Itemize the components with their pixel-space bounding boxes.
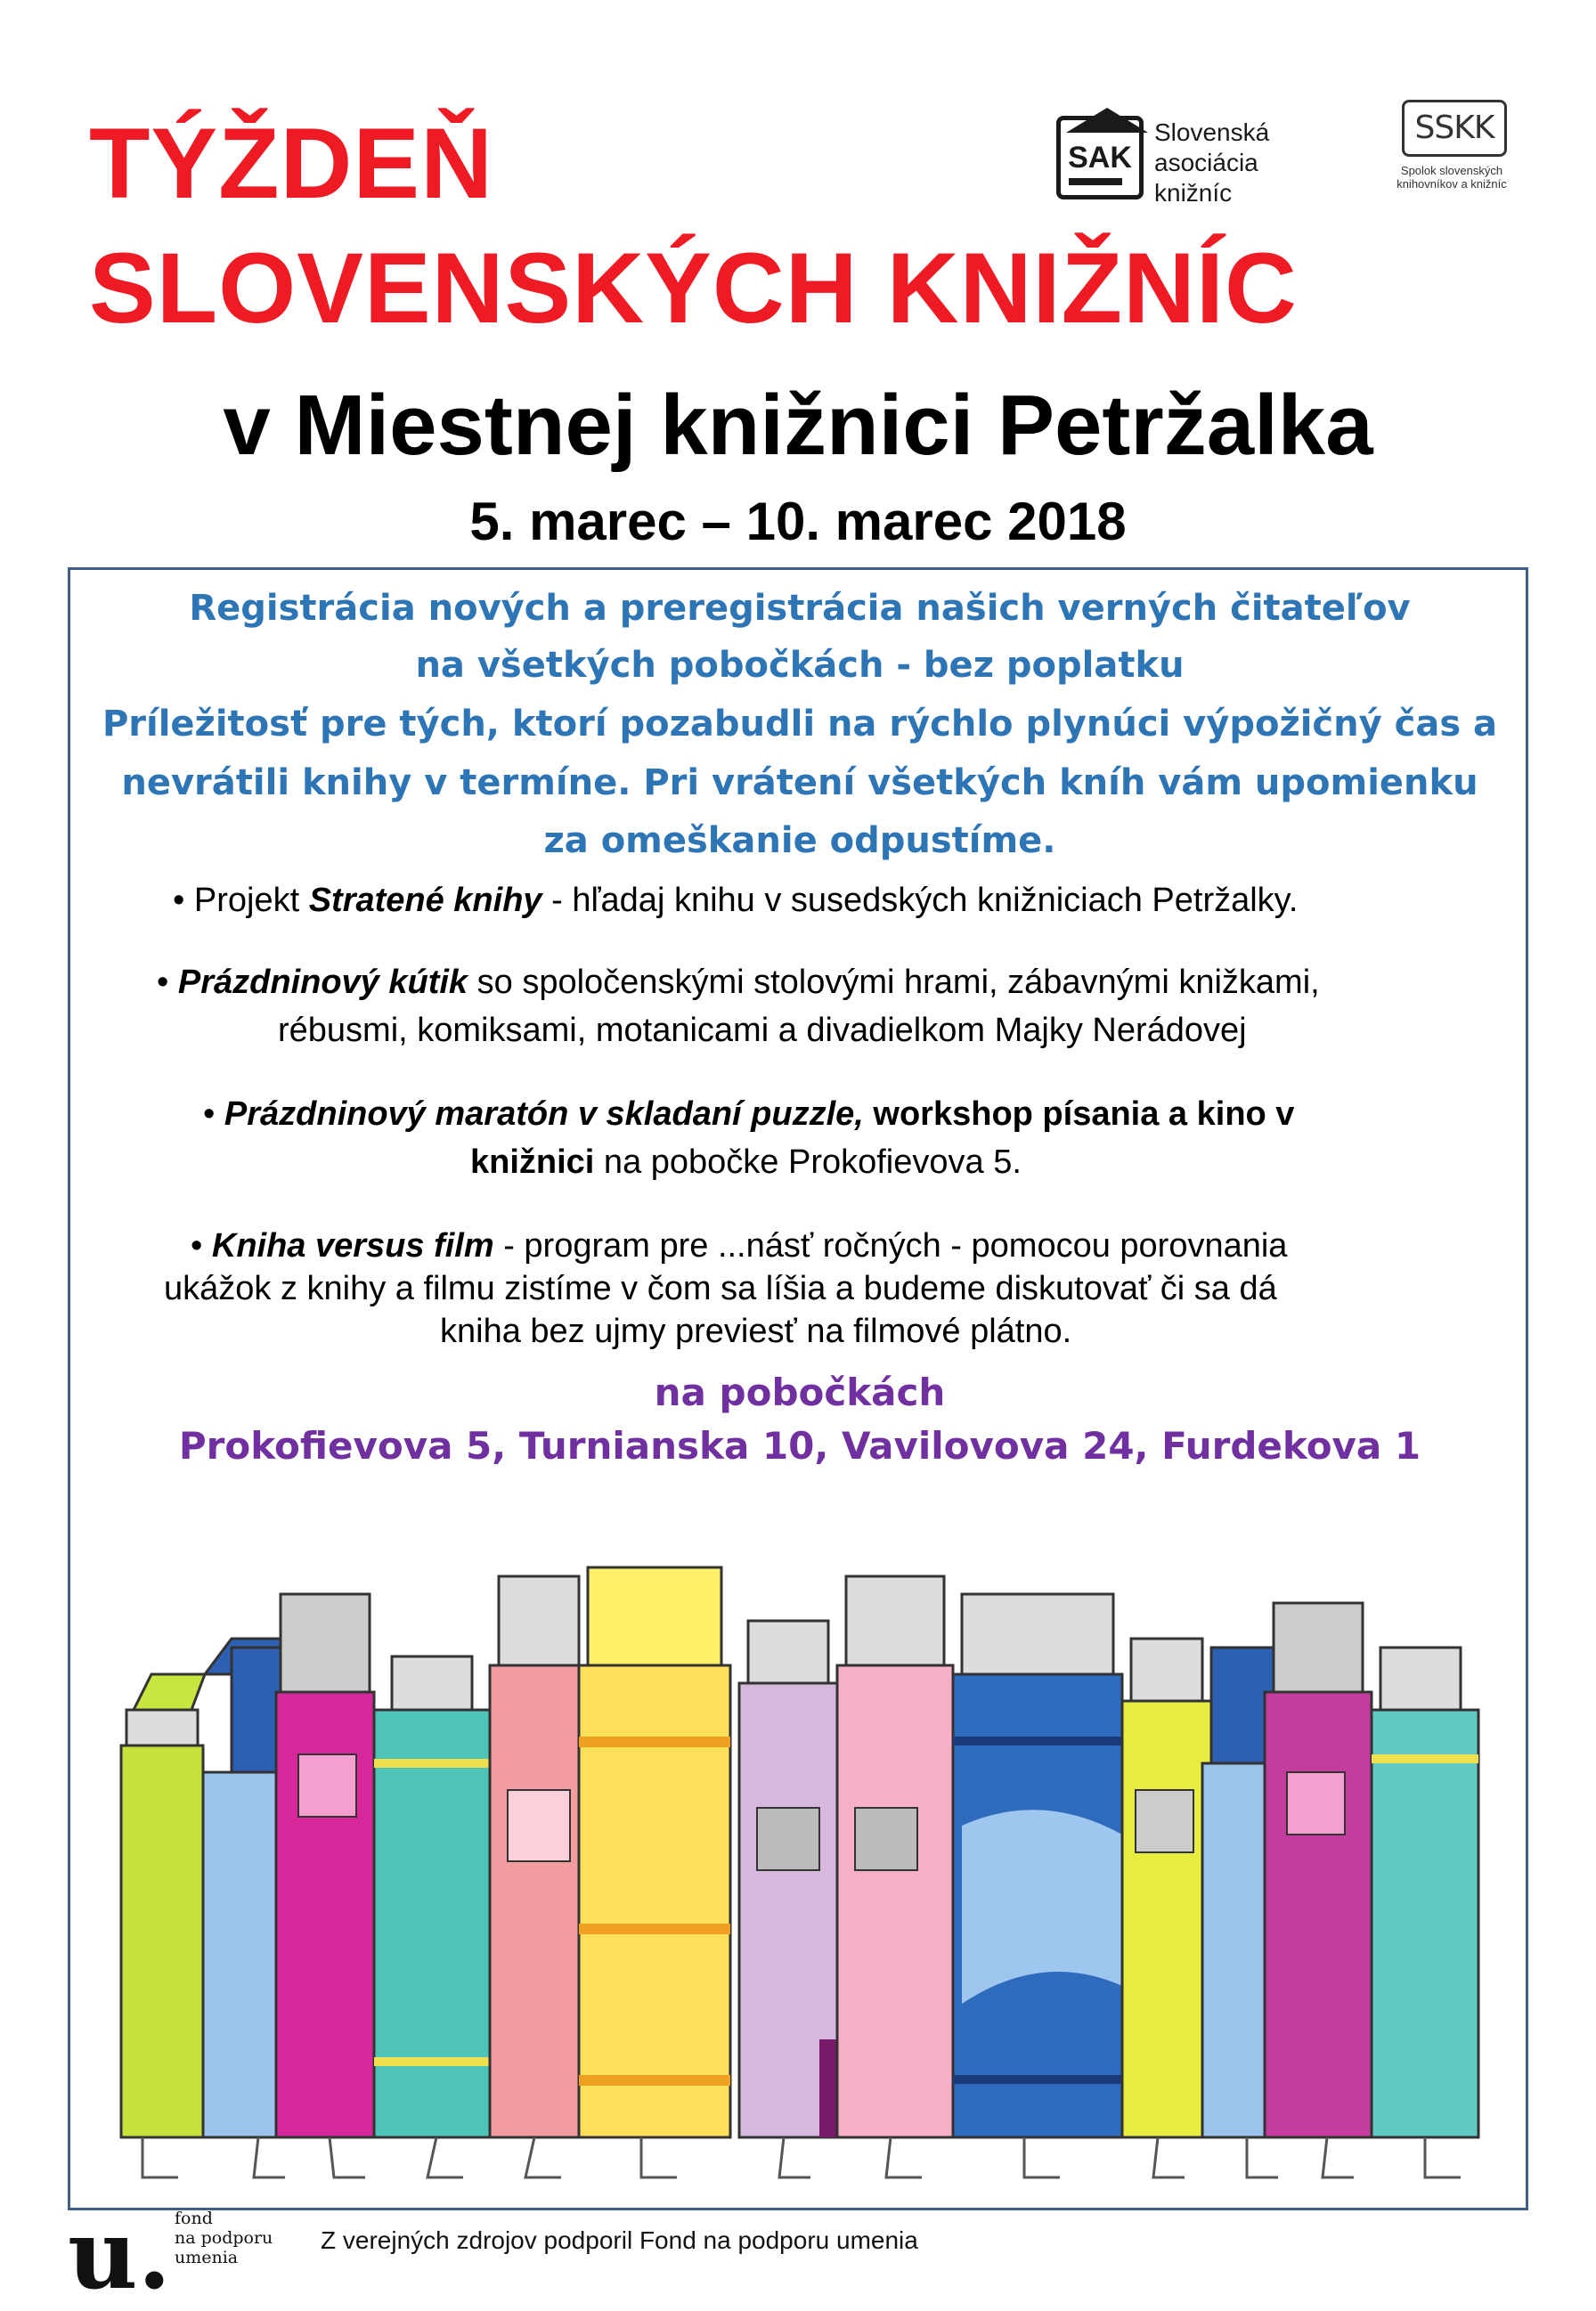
book-illustration-yellow	[579, 1567, 730, 2137]
book-illustration-teal	[374, 1656, 490, 2137]
sak-name-line: knižníc	[1154, 179, 1233, 207]
program-item-puzzle-marathon-line2	[470, 1142, 1022, 1183]
intro-line: Príležitosť pre tých, ktorí pozabudli na rýchlo plynúci výpožičný čas a	[102, 704, 1498, 745]
book-illustration-pink	[837, 1576, 953, 2137]
item-text: - hľadaj knihu v susedských knižniciach Petržalky.	[542, 882, 1299, 919]
title-line-1: TÝŽDEŇ	[89, 108, 493, 219]
book-illustration-aqua	[1372, 1648, 1478, 2137]
book-illustration-lilac	[739, 1621, 837, 2137]
program-item-book-vs-film-line3: kniha bez ujmy previesť na filmové plátno.	[440, 1313, 1072, 1350]
item-title: Prázdninový maratón v skladaní puzzle,	[224, 1095, 864, 1133]
sskk-mark: SSKK	[1402, 100, 1507, 157]
walking-legs	[142, 2137, 1461, 2177]
book-illustration-yellowgreen	[1122, 1639, 1211, 2137]
sskk-name-line: knihovníkov a knižníc	[1396, 177, 1507, 191]
fpu-logo-line: na podporu	[175, 2228, 273, 2248]
fpu-logo-line: umenia	[175, 2248, 239, 2267]
book-illustration-magenta	[276, 1594, 374, 2137]
intro-line: Registrácia nových a preregistrácia našich verných čitateľov	[189, 588, 1411, 629]
intro-line: nevrátili knihy v termíne. Pri vrátení všetkých kníh vám upomienku	[121, 762, 1478, 803]
program-item-holiday-corner	[157, 962, 1320, 1003]
sskk-name	[1389, 164, 1514, 191]
item-bullet: •	[191, 1227, 212, 1265]
book-icon	[1069, 178, 1122, 185]
book-illustration-blue	[953, 1594, 1122, 2137]
item-title: Prázdninový kútik	[177, 964, 468, 1001]
book-illustration-violet	[1265, 1603, 1372, 2137]
item-text: na pobočke Prokofievova 5.	[594, 1143, 1022, 1181]
fpu-logo-mark: u.	[68, 2199, 172, 2311]
title-line-2: SLOVENSKÝCH KNIŽNÍC	[89, 232, 1298, 344]
book-illustration-lime	[121, 1674, 205, 2137]
program-item-book-vs-film	[191, 1225, 1287, 1266]
footer-funding-note: Z verejných zdrojov podporil Fond na podporu umenia	[321, 2226, 918, 2254]
item-text: - program pre ...násť ročných - pomocou porovnania	[493, 1227, 1288, 1265]
item-title: Kniha versus film	[211, 1227, 494, 1265]
sak-name	[1154, 118, 1269, 208]
program-item-puzzle-marathon	[203, 1094, 1294, 1135]
fpu-logo-text	[175, 2209, 273, 2267]
item-bold-text: workshop písania a kino v	[863, 1095, 1295, 1133]
subtitle: v Miestnej knižnici Petržalka	[223, 378, 1373, 473]
intro-line: na všetkých pobočkách - bez poplatku	[415, 645, 1185, 686]
program-item-lost-books	[173, 880, 1298, 921]
program-item-holiday-corner-line2: rébusmi, komiksami, motanicami a divadielkom Majky Nerádovej	[278, 1012, 1247, 1049]
books-illustration	[107, 1541, 1496, 2200]
sak-name-line: asociácia	[1154, 149, 1258, 176]
item-bullet: • Projekt	[173, 882, 309, 919]
book-illustration-salmon	[490, 1576, 588, 2137]
branches-list: Prokofievova 5, Turnianska 10, Vavilovova 24, Furdekova 1	[178, 1424, 1421, 1468]
sak-mark: SAK	[1068, 141, 1132, 175]
item-bullet: •	[157, 964, 178, 1001]
event-dates: 5. marec – 10. marec 2018	[469, 492, 1127, 551]
item-bold-text: knižnici	[470, 1143, 595, 1181]
branches-label: na pobočkách	[654, 1371, 946, 1414]
item-title: Stratené knihy	[308, 882, 542, 919]
sskk-name-line: Spolok slovenských	[1400, 164, 1503, 177]
fpu-logo-line: fond	[175, 2209, 213, 2228]
program-item-book-vs-film-line2: ukážok z knihy a filmu zistíme v čom sa líšia a budeme diskutovať či sa dá	[164, 1270, 1277, 1307]
item-text: so spoločenskými stolovými hrami, zábavnými knižkami,	[468, 964, 1320, 1001]
item-bullet: •	[203, 1095, 224, 1133]
intro-line: za omeškanie odpustíme.	[543, 820, 1056, 861]
sak-name-line: Slovenská	[1154, 118, 1270, 146]
